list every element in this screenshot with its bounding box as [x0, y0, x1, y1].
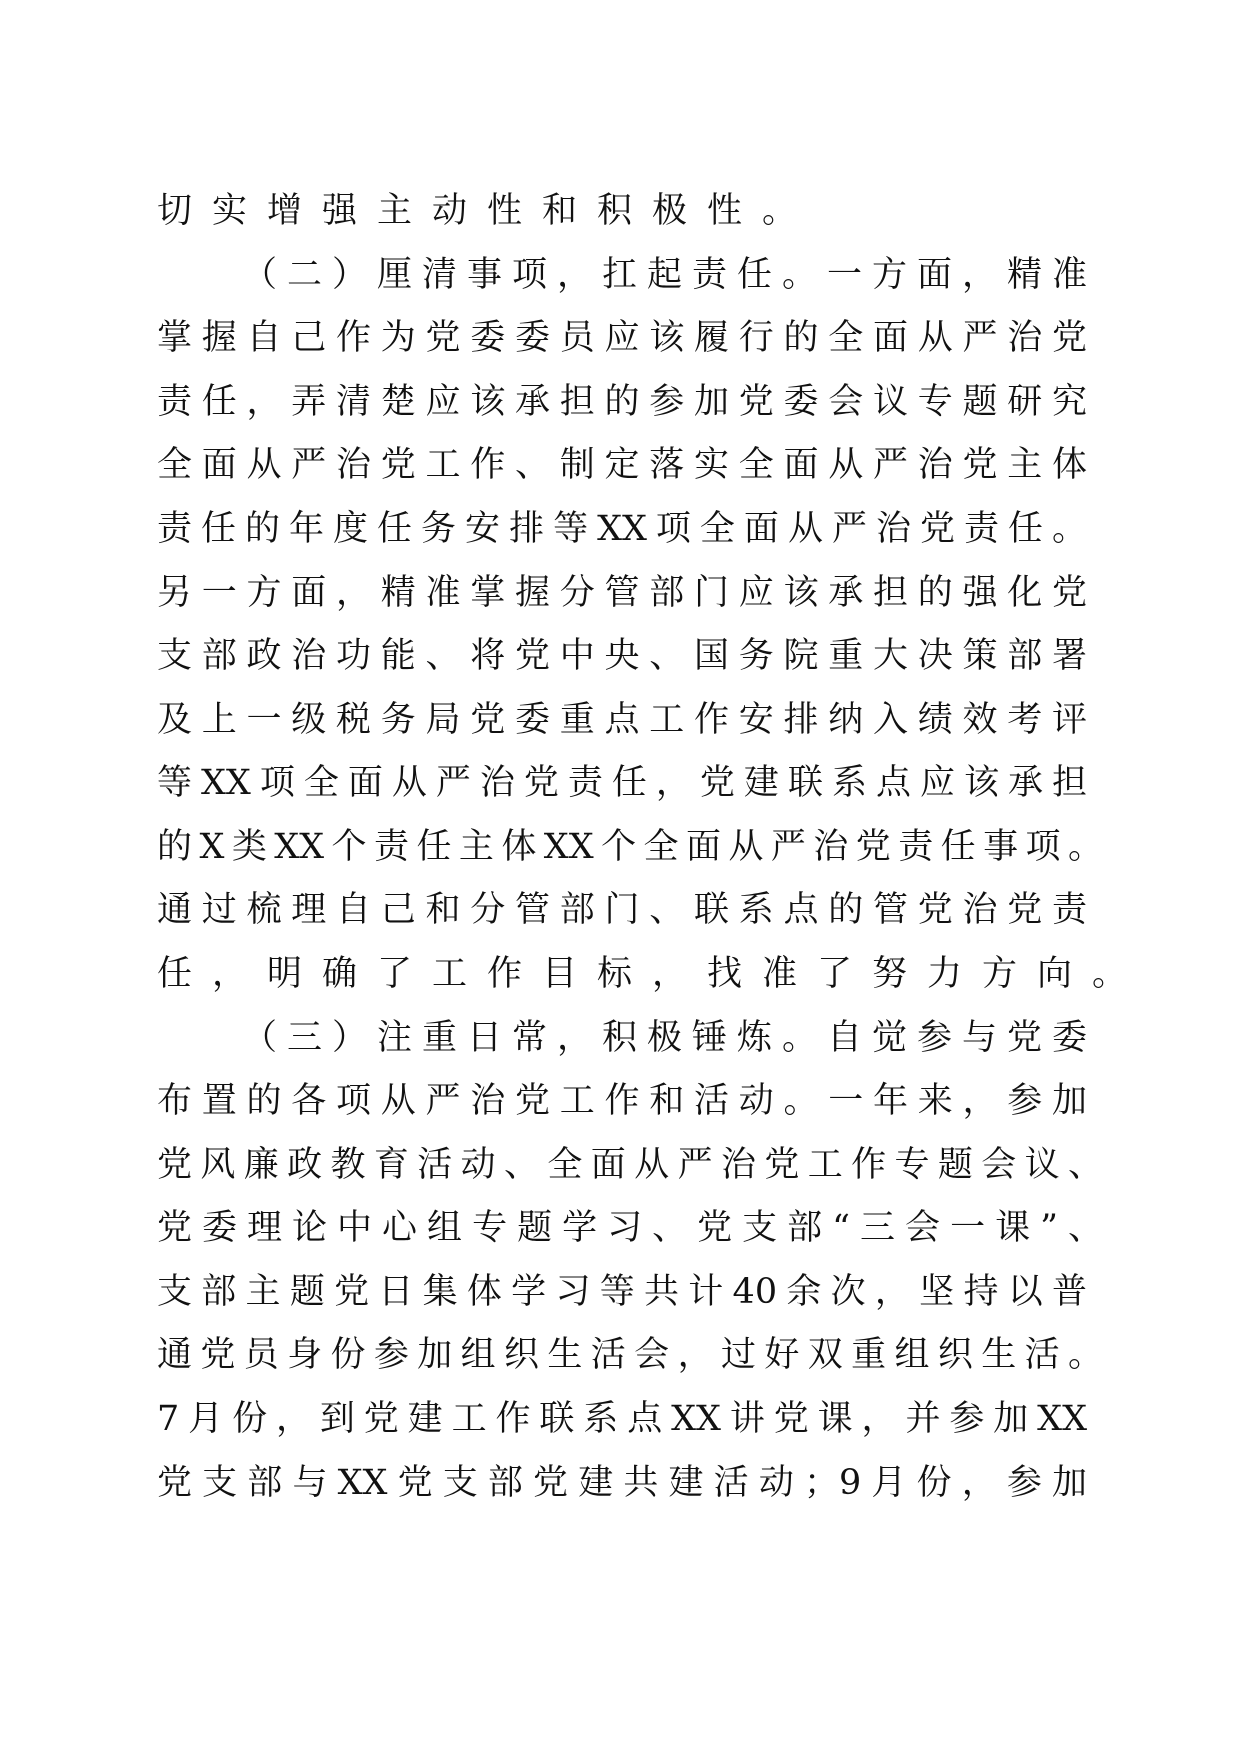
text-line: 支部政治功能、将党中央、国务院重大决策部署 [157, 636, 1087, 676]
section-heading-2: （二）厘清事项，扛起责任。一方面，精准 [242, 255, 1087, 295]
text-line: 任，明确了工作目标，找准了努力方向。 [157, 954, 1148, 994]
text-line: 责任的年度任务安排等XX项全面从严治党责任。 [157, 509, 1087, 549]
text-line: 布置的各项从严治党工作和活动。一年来，参加 [157, 1081, 1087, 1121]
text-line: 等XX项全面从严治党责任，党建联系点应该承担 [157, 763, 1087, 803]
text-line: 通党员身份参加组织生活会，过好双重组织生活。 [157, 1335, 1103, 1375]
text-line: 通过梳理自己和分管部门、联系点的管党治党责 [157, 890, 1087, 930]
text-line: 另一方面，精准掌握分管部门应该承担的强化党 [157, 573, 1087, 613]
text-line: 掌握自己作为党委委员应该履行的全面从严治党 [157, 318, 1087, 358]
text-line: 责任，弄清楚应该承担的参加党委会议专题研究 [157, 382, 1087, 422]
text-line: 及上一级税务局党委重点工作安排纳入绩效考评 [157, 700, 1087, 740]
text-line: 全面从严治党工作、制定落实全面从严治党主体 [157, 445, 1087, 485]
text-line: 的X类XX个责任主体XX个全面从严治党责任事项。 [157, 827, 1103, 867]
text-line: 7月份，到党建工作联系点XX讲党课，并参加XX [157, 1399, 1087, 1439]
section-heading-3: （三）注重日常，积极锤炼。自觉参与党委 [242, 1018, 1087, 1058]
text-line: 党风廉政教育活动、全面从严治党工作专题会议、 [157, 1145, 1103, 1185]
text-line: 切实增强主动性和积极性。 [157, 191, 818, 231]
text-line: 党委理论中心组专题学习、党支部“三会一课”、 [157, 1208, 1103, 1248]
text-line: 党支部与XX党支部党建共建活动；9月份，参加 [157, 1463, 1087, 1503]
text-line: 支部主题党日集体学习等共计40余次，坚持以普 [157, 1272, 1087, 1312]
